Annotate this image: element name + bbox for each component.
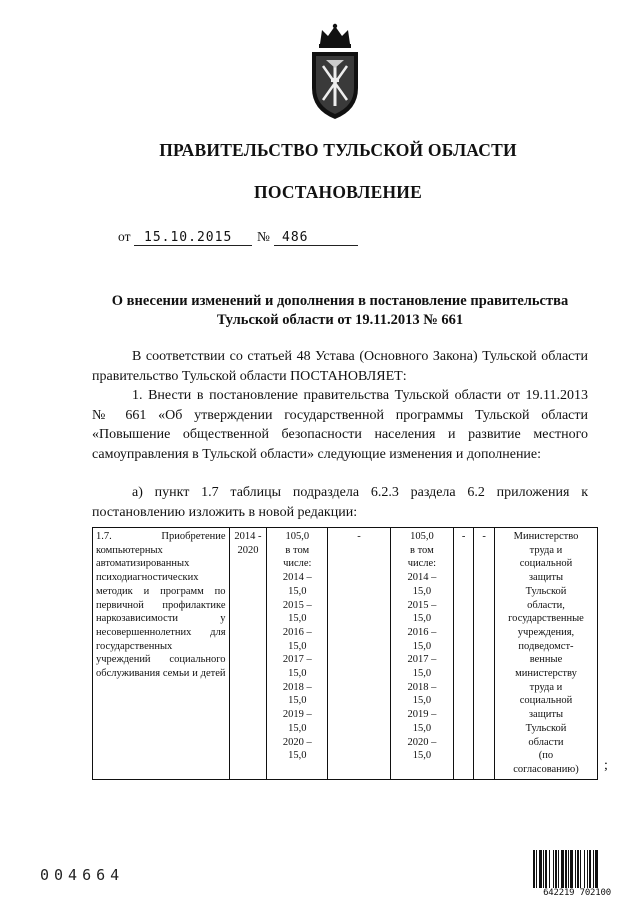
funding-regional-line: 15,0 [412, 640, 432, 652]
organization-title: ПРАВИТЕЛЬСТВО ТУЛЬСКОЙ ОБЛАСТИ [159, 140, 517, 160]
subject-line-2: Тульской области от 19.11.2013 № 661 [216, 312, 464, 328]
funding-total-line: числе: [283, 558, 312, 570]
funding-total-line: 15,0 [288, 695, 307, 707]
executor-line: государственные [508, 613, 584, 625]
table-end-mark: ; [604, 758, 608, 773]
funding-total-line: в том [285, 544, 310, 556]
executor-line: подведомст- [518, 640, 574, 652]
executor-line: области, [527, 599, 565, 611]
date-value: 15.10.2015 [144, 230, 233, 245]
executor-line: области [528, 736, 564, 748]
coat-of-arms-emblem [306, 22, 364, 122]
executor-line: венные [529, 654, 563, 666]
executor-line: согласованию) [513, 763, 579, 775]
date-prefix: от [118, 229, 131, 244]
number-underline [274, 229, 358, 246]
period-cell: 2014 - 2020 [229, 528, 267, 780]
funding-regional-line: в том [410, 544, 434, 556]
executor-line: социальной [519, 695, 573, 707]
funding-regional-line: 2018 – [407, 681, 437, 693]
funding-total-line: 2015 – [282, 599, 312, 611]
executor-line: социальной [519, 558, 573, 570]
funding-total-line: 15,0 [288, 668, 307, 680]
number-value: 486 [282, 230, 309, 245]
item-number: 1.7. [96, 531, 112, 542]
funding-regional-line: 15,0 [412, 750, 432, 762]
funding-regional-line: 2020 – [407, 736, 437, 748]
funding-total-line: 15,0 [288, 585, 307, 597]
funding-regional-line: 105,0 [410, 531, 434, 542]
funding-regional-line: 2019 – [407, 709, 437, 721]
funding-total-line: 2017 – [282, 654, 312, 666]
table-row [93, 528, 598, 780]
funding-total-line: 2020 – [282, 736, 312, 748]
measure-name: Приобретение компьютерных автоматизированных психодиагностических методик и программ по первичной профилактике наркозависимости у несовершеннолетних для государственных учреждений социального обслуживания семьи и детей [96, 531, 226, 680]
column-4-cell: - [328, 528, 391, 780]
funding-regional-line: 2015 – [407, 599, 437, 611]
number-prefix: № [257, 229, 270, 244]
funding-regional-line: 15,0 [412, 585, 432, 597]
funding-regional-line: 15,0 [412, 695, 432, 707]
executor-line: министерству [515, 668, 577, 680]
funding-total-line: 2014 – [282, 572, 312, 584]
funding-regional-line: 2016 – [407, 626, 437, 638]
executor-line: защиты [528, 709, 564, 721]
funding-regional-line: 15,0 [412, 613, 432, 625]
funding-total-line: 2016 – [282, 626, 312, 638]
column-7-cell: - [474, 528, 495, 780]
date-underline [134, 229, 252, 246]
measure-name-cell [93, 528, 230, 780]
executor-line: учреждения, [517, 626, 575, 638]
funding-regional-line: 15,0 [412, 722, 432, 734]
executor-line: Министерство [513, 531, 579, 542]
program-table [92, 527, 598, 780]
document-type: ПОСТАНОВЛЕНИЕ [254, 182, 422, 202]
funding-total-line: 15,0 [288, 613, 307, 625]
barcode-icon [532, 850, 622, 888]
funding-total-cell [267, 528, 328, 780]
executor-line: защиты [528, 572, 564, 584]
executor-line: (по [538, 750, 554, 762]
paragraph-item-a: а) пункт 1.7 таблицы подраздела 6.2.3 раздела 6.2 приложения к постановлению изложить в новой редакции: [92, 485, 588, 520]
executor-cell [494, 528, 597, 780]
executor-line: Тульской [525, 722, 567, 734]
subject-line-1: О внесении изменений и дополнения в постановление правительства [111, 293, 569, 309]
funding-regional-cell [390, 528, 453, 780]
barcode-digits: 642219 702100 [543, 888, 611, 898]
funding-regional-line: 2014 – [407, 572, 437, 584]
funding-total-line: 15,0 [288, 722, 307, 734]
paragraph-preamble: В соответствии со статьей 48 Устава (Основного Закона) Тульской области правительство Тульской области ПОСТАНОВЛЯЕТ: [92, 349, 588, 384]
funding-regional-line: 15,0 [412, 668, 432, 680]
executor-line: труда и [529, 681, 563, 693]
funding-total-line: 2018 – [282, 681, 312, 693]
document-subject [60, 292, 620, 330]
document-serial-number: 004664 [40, 866, 125, 884]
executor-line: Тульской [525, 585, 567, 597]
funding-total-line: 2019 – [282, 709, 312, 721]
executor-line: труда и [529, 544, 563, 556]
column-6-cell: - [453, 528, 474, 780]
paragraph-item-1: 1. Внести в постановление правительства Тульской области от 19.11.2013 № 661 «Об утверждении государственной программы Тульской области «Повышение общественной безопасности населения и развитие местного самоуправления в Тульской области» следующие изменения и дополнение: [92, 388, 588, 462]
funding-regional-line: числе: [407, 558, 437, 570]
funding-regional-line: 2017 – [407, 654, 437, 666]
funding-total-line: 15,0 [288, 640, 307, 652]
funding-total-line: 105,0 [285, 531, 310, 542]
funding-total-line: 15,0 [288, 750, 307, 762]
